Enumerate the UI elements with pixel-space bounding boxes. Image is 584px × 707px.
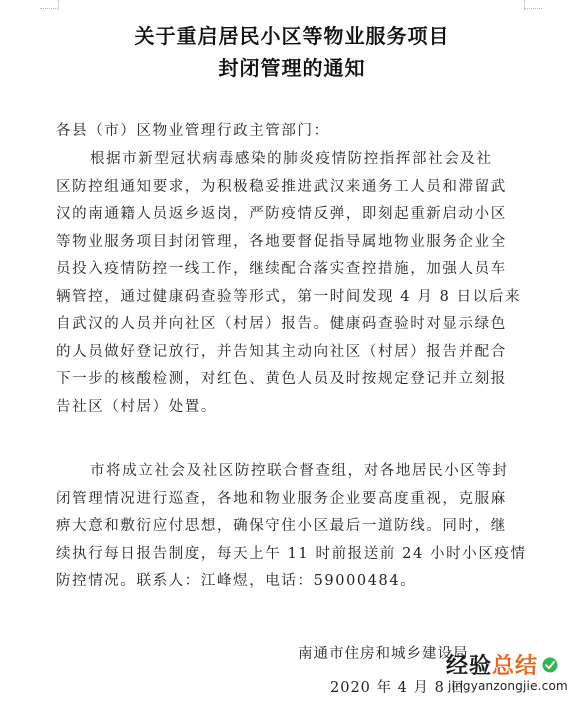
paragraph-line: 防控情况。联系人：江峰煜，电话：59000484。 [56, 573, 417, 589]
page-corner-mark [58, 0, 59, 10]
salutation-text: 各县（市）区物业管理行政主管部门： [56, 123, 330, 139]
paragraph-1 [58, 146, 530, 421]
paragraph-line: 的人员做好登记放行，并告知其主动向社区（村居）报告并配合 [56, 343, 507, 360]
paragraph-line: 续执行每日报告制度，每天上午 11 时前报送前 24 小时小区疫情 [56, 545, 527, 562]
paragraph-line: 区防控组通知要求，为积极稳妥推进武汉来通务工人员和滞留武 [56, 178, 507, 195]
paragraph-line: 闭管理情况进行巡查，各地和物业服务企业要高度重视，克服麻 [56, 490, 507, 507]
watermark-logo [446, 649, 578, 703]
paragraph-line: 痹大意和敷衍应付思想，确保守住小区最后一道防线。同时，继 [56, 518, 507, 534]
paragraph-2 [58, 458, 530, 596]
salutation [58, 118, 530, 146]
paragraph-line: 下一步的核酸检测，对红色、黄色人员及时按规定登记并立刻报 [56, 371, 507, 387]
watermark-text-main: 经验 [446, 654, 493, 679]
document-title-line1: 关于重启居民小区等物业服务项目 [134, 24, 450, 48]
signature-date: 2020 年 4 月 8 日 [330, 680, 466, 696]
paragraph-line: 告社区（村居）处置。 [56, 398, 217, 415]
watermark-title [446, 649, 558, 680]
paragraph-line: 市将成立社会及社区防控联合督查组，对各地居民小区等封 [90, 463, 509, 479]
paragraph-line: 自武汉的人员并向社区（村居）报告。健康码查验时对显示绿色 [56, 316, 507, 332]
page-corner-mark [524, 8, 542, 9]
paragraph-line: 汉的南通籍人员返乡返岗，严防疫情反弹，即刻起重新启动小区 [56, 206, 507, 222]
watermark-url: jingyanzongjie.com [448, 679, 568, 693]
paragraph-line: 辆管控，通过健康码查验等形式，第一时间发现 4 月 8 日以后来 [56, 288, 522, 305]
paragraph-line: 等物业服务项目封闭管理，各地要督促指导属地物业服务企业全 [56, 233, 507, 250]
paragraph-line: 员投入疫情防控一线工作，继续配合落实查控措施，加强人员车 [56, 261, 507, 277]
signature-organization: 南通市住房和城乡建设局 [298, 646, 469, 662]
page-corner-mark [40, 8, 58, 9]
document-title-line2: 封闭管理的通知 [218, 56, 366, 80]
paragraph-line: 根据市新型冠状病毒感染的肺炎疫情防控指挥部社会及社 [90, 151, 493, 167]
check-icon [542, 657, 558, 673]
watermark-text-accent: 总结 [492, 654, 539, 679]
